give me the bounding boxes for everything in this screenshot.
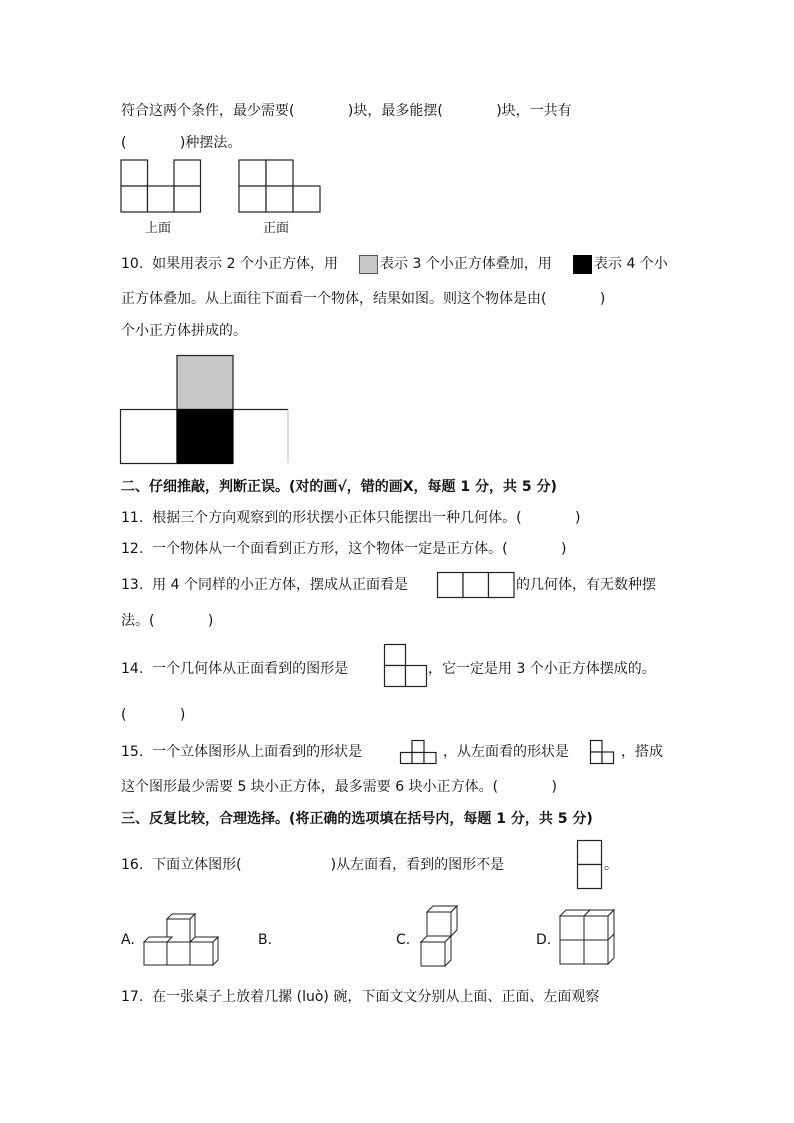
q15-top-view-figure — [400, 740, 440, 766]
q10-line3: 个小正方体拼成的。 — [121, 323, 247, 339]
q10-line1c: 表示 4 个小 — [594, 256, 668, 272]
option-c-cube-figure — [420, 904, 464, 970]
option-d-cube-figure — [559, 907, 621, 969]
black-square-icon — [573, 255, 593, 275]
q13-line2: 法。( ) — [121, 613, 214, 629]
option-a-cube-figure — [143, 908, 227, 968]
q10-top-view-figure — [120, 355, 292, 465]
q9-line2: ( )种摆法。 — [121, 135, 242, 151]
q15-line2: 这个图形最少需要 5 块小正方体，最多需要 6 块小正方体。( ) — [121, 779, 557, 795]
section2-heading: 二、仔细推敲，判断正误。(对的画√，错的画X，每题 1 分，共 5 分) — [121, 479, 557, 495]
q12: 12. 一个物体从一个面看到正方形，这个物体一定是正方体。( ) — [121, 541, 567, 557]
q11: 11. 根据三个方向观察到的形状摆小正体只能摆出一种几何体。( ) — [121, 510, 581, 526]
q15-line1c: ，搭成 — [621, 744, 663, 760]
q10-line1a: 10. 如果用表示 2 个小正方体，用 — [121, 256, 338, 272]
q9-line1: 符合这两个条件，最少需要( )块，最多能摆( )块，一共有 — [121, 103, 572, 119]
q14-front-view-figure — [384, 644, 430, 690]
option-b-label: B. — [258, 932, 273, 948]
q9-label-front: 正面 — [263, 221, 290, 236]
q14-line2: ( ) — [121, 707, 186, 723]
q13-line1b: 的几何体，有无数种摆 — [516, 577, 656, 593]
q15-line1a: 15. 一个立体图形从上面看到的形状是 — [121, 744, 363, 760]
q16-line1b: 。 — [604, 857, 618, 873]
q15-left-view-figure — [590, 740, 616, 766]
q13-front-view-figure — [437, 572, 517, 600]
q17: 17. 在一张桌子上放着几摞 (luò) 碗，下面文文分别从上面、正面、左面观察 — [121, 989, 600, 1005]
q13-line1a: 13. 用 4 个同样的小正方体，摆成从正面看是 — [121, 577, 408, 593]
q14-line1b: ，它一定是用 3 个小正方体摆成的。 — [428, 661, 656, 677]
q9-label-top: 上面 — [145, 221, 172, 236]
option-a-label: A. — [121, 932, 135, 948]
q9-top-view-figure — [121, 160, 203, 214]
q10-line2: 正方体叠加。从上面往下面看一个物体，结果如图。则这个物体是由( ) — [121, 291, 606, 307]
section3-heading: 三、反复比较，合理选择。(将正确的选项填在括号内，每题 1 分，共 5 分) — [121, 811, 593, 827]
q14-line1a: 14. 一个几何体从正面看到的图形是 — [121, 661, 349, 677]
q10-line1b: 表示 3 个小正方体叠加，用 — [380, 256, 552, 272]
q9-front-view-figure — [239, 160, 323, 214]
option-c-label: C. — [396, 932, 411, 948]
option-d-label: D. — [536, 932, 552, 948]
q15-line1b: ，从左面看的形状是 — [443, 744, 569, 760]
gray-square-icon — [359, 255, 379, 275]
q16-view-figure — [577, 840, 605, 890]
q16-line1a: 16. 下面立体图形( )从左面看，看到的图形不是 — [121, 857, 505, 873]
